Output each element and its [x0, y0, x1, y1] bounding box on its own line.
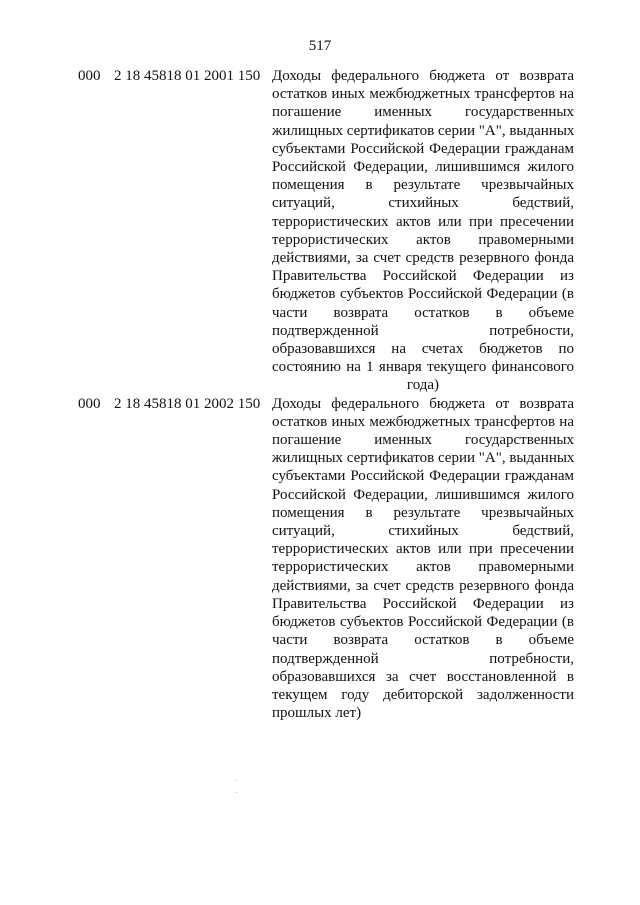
description-line: Правительства Российской Федерации из [272, 595, 574, 612]
description-line: части возврата остатков в объеме [272, 304, 574, 321]
description-line: жилищных сертификатов серии "А", выданных [272, 122, 575, 139]
description-line: ситуаций, стихийных бедствий, [272, 195, 574, 212]
description-line: остатков иных межбюджетных трансфертов на [272, 86, 574, 103]
description-line: помещения в результате чрезвычайных [272, 504, 574, 521]
description-line: террористических актов или при пресечении [272, 541, 574, 558]
description-line: бюджетов субъектов Российской Федерации (в [272, 614, 574, 631]
description-line: помещения в результате чрезвычайных [272, 177, 574, 194]
income-description [272, 395, 574, 723]
budget-classification-code: 2 18 45818 01 2001 150 [114, 68, 261, 84]
description-line: образовавшихся за счет восстановленной в [272, 668, 574, 685]
description-line: подтвержденной потребности, [272, 322, 574, 339]
description-line: Российской Федерации, лишившимся жилого [272, 159, 574, 176]
description-line: жилищных сертификатов серии "А", выданных [272, 450, 575, 467]
budget-code-entry [0, 67, 640, 395]
page-number: 517 [308, 38, 332, 54]
description-line: прошлых лет) [272, 705, 362, 722]
administrator-code: 000 [78, 395, 101, 412]
description-line: погашение именных государственных [272, 104, 574, 121]
scan-speck [235, 780, 236, 781]
description-line: действиями, за счет средств резервного фонда [272, 250, 574, 267]
budget-code-entry [0, 395, 640, 723]
description-line: Доходы федерального бюджета от возврата [272, 68, 574, 84]
description-line: действиями, за счет средств резервного фонда [272, 577, 574, 594]
description-line: состоянию на 1 января текущего финансового [272, 359, 574, 376]
description-line: субъектами Российской Федерации гражданам [272, 468, 574, 485]
scan-speck [236, 792, 237, 793]
description-line: года) [406, 377, 440, 394]
description-line: субъектами Российской Федерации гражданам [272, 140, 574, 157]
income-description [272, 67, 574, 395]
description-line: бюджетов субъектов Российской Федерации (в [272, 286, 574, 303]
description-line: Российской Федерации, лишившимся жилого [272, 486, 574, 503]
description-line: Правительства Российской Федерации из [272, 268, 574, 285]
description-line: террористических актов или при пресечении [272, 213, 574, 230]
description-line: Доходы федерального бюджета от возврата [272, 395, 574, 412]
description-line: остатков иных межбюджетных трансфертов на [272, 413, 574, 430]
description-line: текущем году дебиторской задолженности [272, 686, 574, 703]
description-line: образовавшихся на счетах бюджетов по [272, 341, 574, 358]
administrator-code: 000 [78, 68, 101, 84]
budget-classification-code: 2 18 45818 01 2002 150 [114, 395, 261, 412]
description-line: террористических актов правомерными [272, 559, 574, 576]
description-line: террористических актов правомерными [272, 231, 574, 248]
description-line: части возврата остатков в объеме [272, 632, 574, 649]
description-line: подтвержденной потребности, [272, 650, 574, 667]
budget-code-list [0, 67, 640, 722]
description-line: погашение именных государственных [272, 432, 574, 449]
description-line: ситуаций, стихийных бедствий, [272, 523, 574, 540]
